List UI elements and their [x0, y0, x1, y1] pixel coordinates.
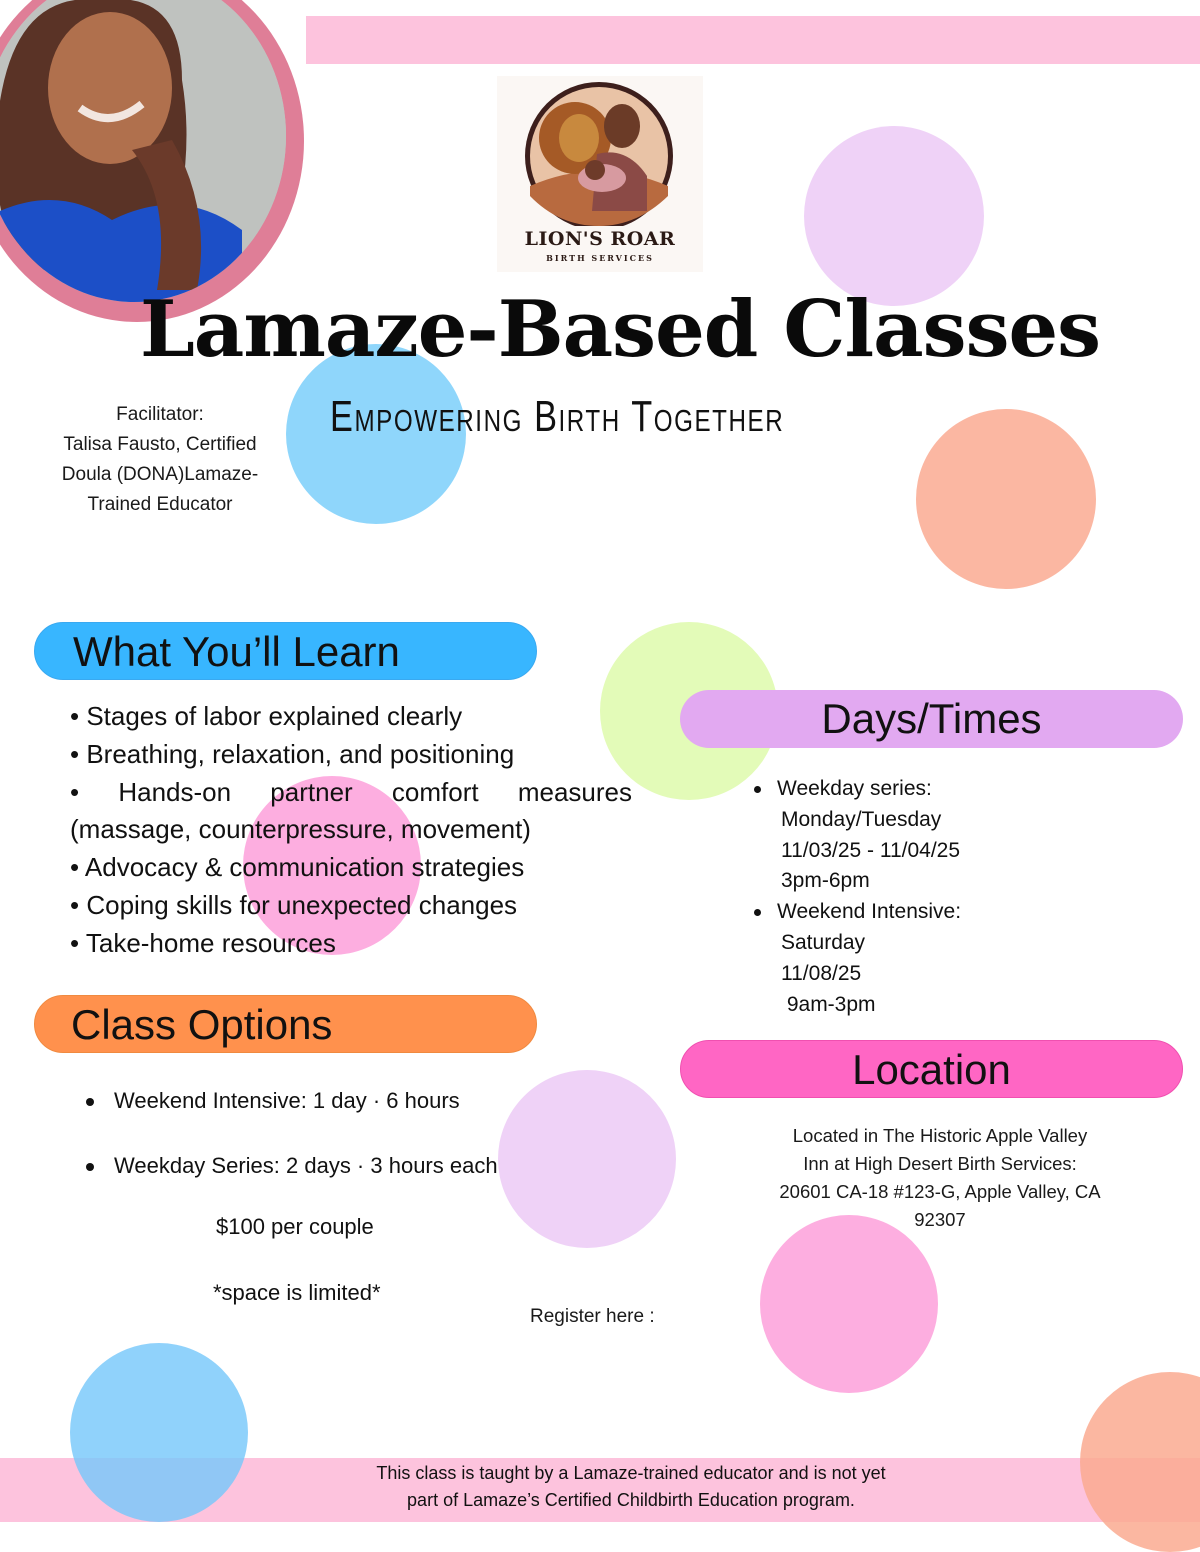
- address-line: 20601 CA-18 #123-G, Apple Valley, CA: [779, 1181, 1101, 1202]
- schedule-line: 11/08/25: [781, 961, 862, 985]
- top-banner-bar: [306, 16, 1200, 64]
- location-address: [730, 1122, 1150, 1234]
- availability-note: *space is limited*: [213, 1280, 381, 1305]
- address-line: Located in The Historic Apple Valley: [792, 1125, 1088, 1146]
- list-item: • Breathing, relaxation, and positioning: [70, 738, 515, 769]
- bullet-icon: [86, 1098, 94, 1106]
- list-item: • Coping skills for unexpected changes: [70, 889, 518, 920]
- list-item: [80, 1084, 560, 1149]
- list-item: [752, 774, 1052, 805]
- facilitator-line: Trained Educator: [87, 494, 233, 515]
- facilitator-info: [20, 400, 300, 520]
- price-text: $100 per couple: [216, 1214, 374, 1239]
- address-line: Inn at High Desert Birth Services:: [803, 1153, 1077, 1174]
- bullet-icon: [86, 1163, 94, 1171]
- logo-brand-name: LION'S ROAR: [524, 228, 676, 250]
- bullet-icon: [754, 786, 761, 793]
- section-heading-learn: What You’ll Learn: [34, 622, 537, 680]
- list-item: [752, 897, 1052, 928]
- lion-mother-baby-emblem-icon: [497, 76, 703, 226]
- page-title: Lamaze-Based Classes: [139, 284, 1101, 375]
- bullet-icon: [754, 909, 761, 916]
- list-item: • Hands-on partner comfort measures (massage, counterpressure, movement): [70, 776, 632, 845]
- list-item: [80, 1149, 560, 1214]
- schedule-line: 9am-3pm: [781, 992, 876, 1016]
- options-list: [80, 1084, 560, 1214]
- footer-disclaimer: [0, 1460, 1200, 1514]
- option-label: Weekend Intensive: 1 day · 6 hours: [114, 1088, 460, 1113]
- option-label: Weekday Series: 2 days · 3 hours each: [114, 1153, 498, 1178]
- section-heading-options: Class Options: [34, 995, 537, 1053]
- facilitator-line: Talisa Fausto, Certified: [63, 434, 257, 455]
- list-item: • Take-home resources: [70, 927, 336, 958]
- facilitator-label: Facilitator:: [116, 404, 204, 425]
- schedule-line: Saturday: [781, 930, 866, 954]
- decorative-circle-pink-2: [760, 1215, 938, 1393]
- section-heading-days: Days/Times: [680, 690, 1183, 748]
- section-heading-location: Location: [680, 1040, 1183, 1098]
- disclaimer-line: This class is taught by a Lamaze-trained educator and is not yet: [376, 1463, 886, 1483]
- list-item: • Stages of labor explained clearly: [70, 701, 463, 731]
- schedule-line: Monday/Tuesday: [781, 807, 942, 831]
- list-item: • Advocacy & communication strategies: [70, 852, 525, 883]
- page-subtitle: Empowering Birth Together: [330, 392, 785, 441]
- schedule-line: 11/03/25 - 11/04/25: [781, 838, 961, 862]
- schedule-title: Weekend Intensive:: [777, 900, 962, 924]
- address-line: 92307: [914, 1209, 966, 1230]
- disclaimer-line: part of Lamaze’s Certified Childbirth Education program.: [407, 1490, 855, 1510]
- facilitator-line: Doula (DONA)Lamaze-: [61, 464, 259, 485]
- brand-logo: [497, 76, 703, 272]
- schedule-line: 3pm-6pm: [781, 869, 870, 893]
- schedule-list: [752, 774, 1052, 1020]
- decorative-circle-salmon: [916, 409, 1096, 589]
- decorative-circle-lavender: [804, 126, 984, 306]
- schedule-title: Weekday series:: [777, 777, 932, 800]
- register-link-label[interactable]: Register here :: [530, 1306, 655, 1327]
- logo-tagline: BIRTH SERVICES: [546, 253, 654, 263]
- learn-list: [70, 698, 632, 963]
